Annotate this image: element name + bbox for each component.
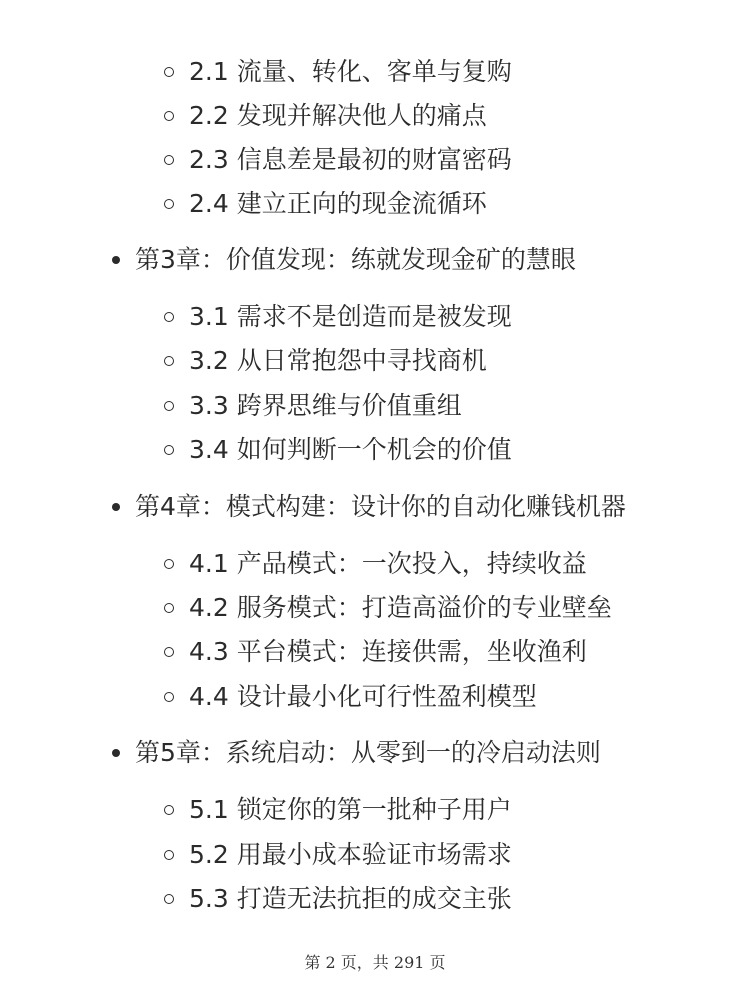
toc-item-text: 3.1 需求不是创造而是被发现 [189,302,512,331]
hollow-bullet-icon [164,559,174,569]
toc-item-text: 2.2 发现并解决他人的痛点 [189,101,487,130]
toc-item-text: 5.1 锁定你的第一批种子用户 [189,795,512,824]
toc-chapter-text: 第3章：价值发现：练就发现金矿的慧眼 [135,245,576,274]
toc-chapter-3 [112,243,576,277]
hollow-bullet-icon [164,199,174,209]
solid-bullet-icon [112,749,120,757]
hollow-bullet-icon [164,445,174,455]
toc-item-text: 4.4 设计最小化可行性盈利模型 [189,682,537,711]
toc-item-5-3 [164,882,512,916]
toc-item-5-1 [164,793,512,827]
toc-item-text: 2.4 建立正向的现金流循环 [189,189,487,218]
toc-item-4-3 [164,635,587,669]
toc-item-text: 4.3 平台模式：连接供需，坐收渔利 [189,637,587,666]
toc-item-text: 4.1 产品模式：一次投入，持续收益 [189,549,587,578]
toc-item-4-4 [164,680,537,714]
toc-item-2-2 [164,99,487,133]
hollow-bullet-icon [164,805,174,815]
toc-item-3-2 [164,344,487,378]
toc-item-3-4 [164,433,512,467]
toc-item-text: 2.3 信息差是最初的财富密码 [189,145,512,174]
toc-item-2-1 [164,55,512,89]
hollow-bullet-icon [164,155,174,165]
toc-item-4-1 [164,547,587,581]
hollow-bullet-icon [164,401,174,411]
toc-item-2-3 [164,143,512,177]
hollow-bullet-icon [164,603,174,613]
toc-chapter-text: 第5章：系统启动：从零到一的冷启动法则 [135,738,601,767]
hollow-bullet-icon [164,111,174,121]
toc-item-text: 2.1 流量、转化、客单与复购 [189,57,512,86]
hollow-bullet-icon [164,850,174,860]
toc-chapter-5 [112,736,601,770]
toc-item-text: 4.2 服务模式：打造高溢价的专业壁垒 [189,593,612,622]
toc-chapter-text: 第4章：模式构建：设计你的自动化赚钱机器 [135,492,626,521]
hollow-bullet-icon [164,894,174,904]
hollow-bullet-icon [164,692,174,702]
hollow-bullet-icon [164,647,174,657]
toc-item-text: 3.4 如何判断一个机会的价值 [189,435,512,464]
toc-item-text: 3.3 跨界思维与价值重组 [189,391,462,420]
solid-bullet-icon [112,256,120,264]
toc-item-text: 3.2 从日常抱怨中寻找商机 [189,346,487,375]
toc-item-4-2 [164,591,612,625]
toc-chapter-4 [112,490,626,524]
hollow-bullet-icon [164,67,174,77]
toc-item-text: 5.3 打造无法抗拒的成交主张 [189,884,512,913]
page-number-footer: 第 2 页，共 291 页 [304,953,446,972]
toc-item-text: 5.2 用最小成本验证市场需求 [189,840,512,869]
hollow-bullet-icon [164,312,174,322]
solid-bullet-icon [112,503,120,511]
toc-item-2-4 [164,187,487,221]
toc-item-3-3 [164,389,462,423]
toc-item-3-1 [164,300,512,334]
hollow-bullet-icon [164,356,174,366]
toc-item-5-2 [164,838,512,872]
